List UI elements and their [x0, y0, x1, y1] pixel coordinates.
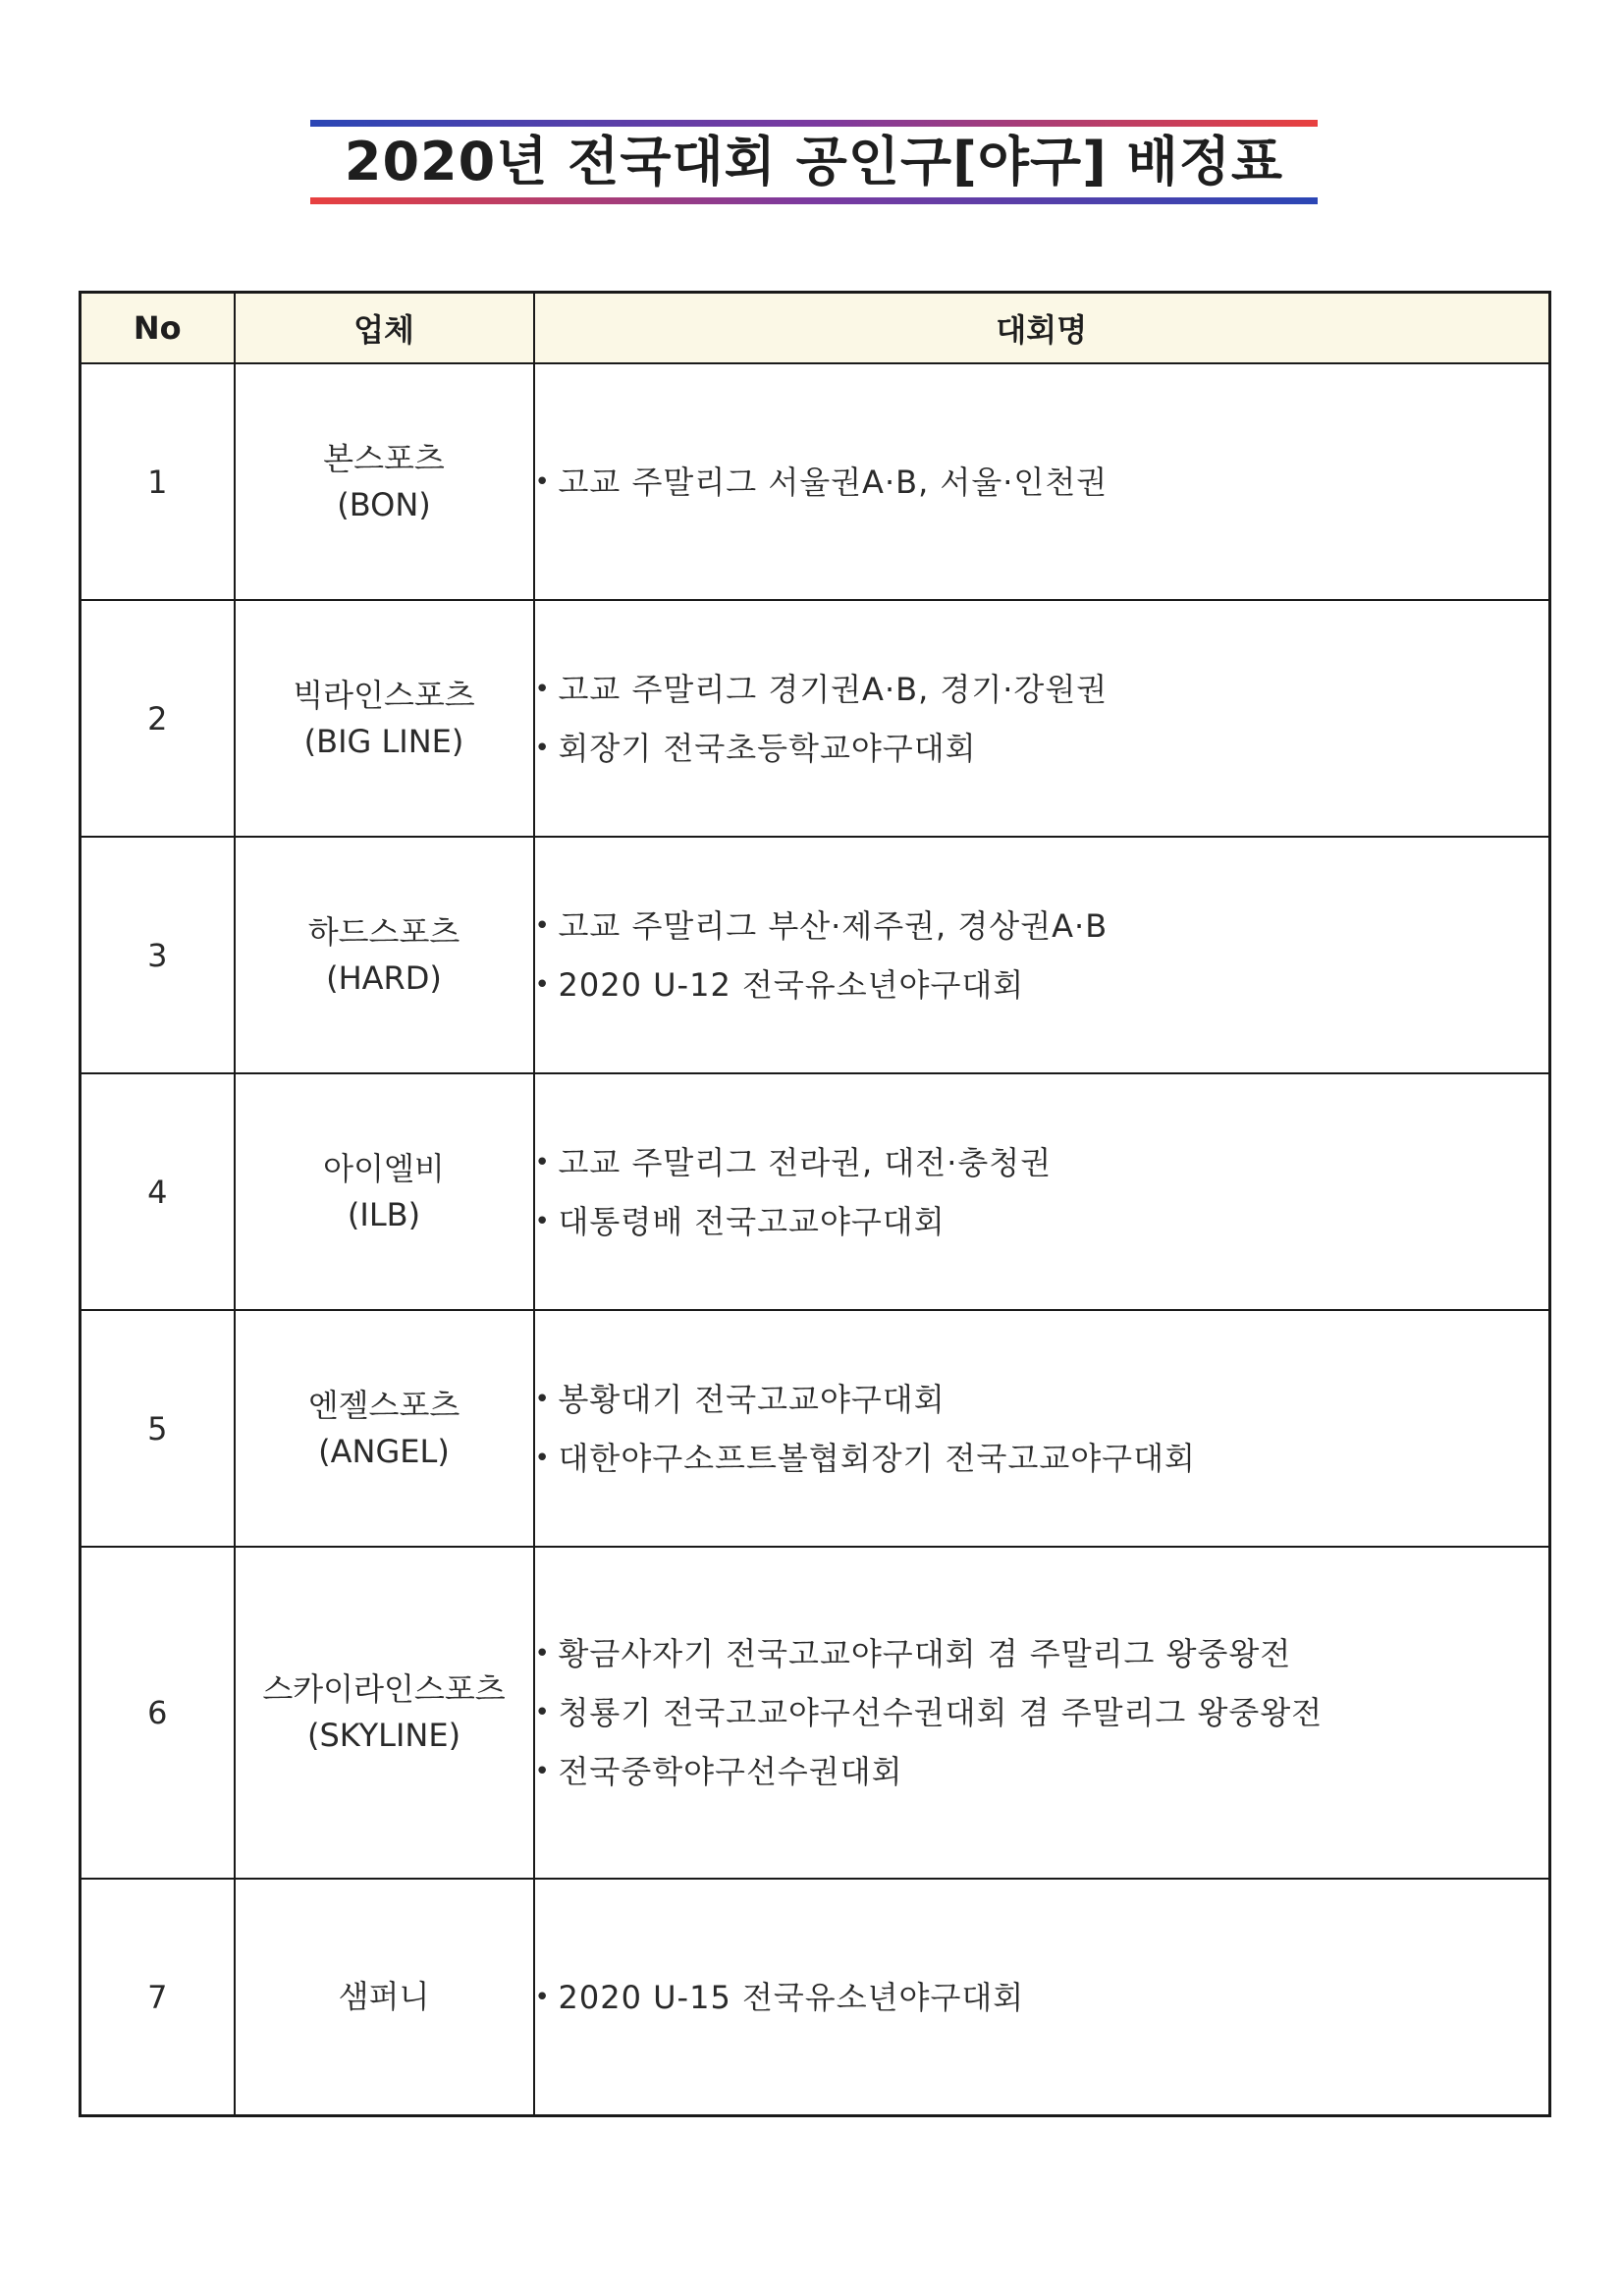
event-name: 대한야구소프트볼협회장기 전국고교야구대회 — [558, 1439, 1196, 1477]
title-top-rule — [310, 120, 1318, 127]
row-number: 4 — [81, 1073, 235, 1310]
event-name: 대통령배 전국고교야구대회 — [558, 1202, 946, 1240]
header-events: 대회명 — [534, 293, 1550, 364]
event-list — [535, 1968, 1549, 2027]
bullet-icon: • — [534, 1443, 551, 1473]
events-cell — [534, 1547, 1550, 1879]
event-name: 고교 주말리그 전라권, 대전·충청권 — [558, 1143, 1053, 1181]
table-row — [81, 1310, 1550, 1547]
events-cell — [534, 1310, 1550, 1547]
event-name: 황금사자기 전국고교야구대회 겸 주말리그 왕중왕전 — [558, 1635, 1292, 1672]
event-item — [535, 1742, 1549, 1801]
company-cell — [235, 837, 534, 1073]
event-name: 고교 주말리그 경기권A·B, 경기·강원권 — [558, 670, 1109, 708]
event-name: 2020 U-15 전국유소년야구대회 — [558, 1978, 1025, 2016]
header-company: 업체 — [235, 293, 534, 364]
company-english-name: (SKYLINE) — [306, 1717, 461, 1754]
event-name: 청룡기 전국고교야구선수권대회 겸 주말리그 왕중왕전 — [558, 1694, 1324, 1731]
table-header-row — [81, 293, 1550, 364]
events-cell — [534, 1073, 1550, 1310]
event-item — [535, 453, 1549, 512]
bullet-icon: • — [534, 1982, 551, 2012]
company-english-name: (HARD) — [326, 958, 442, 997]
event-item — [535, 1624, 1549, 1683]
event-name: 2020 U-12 전국유소년야구대회 — [558, 965, 1025, 1004]
table-row — [81, 363, 1550, 600]
bullet-icon: • — [534, 969, 551, 1000]
event-list — [535, 453, 1549, 512]
company-english-name: (BON) — [337, 485, 431, 523]
event-name: 고교 주말리그 부산·제주권, 경상권A·B — [558, 906, 1109, 945]
table-row — [81, 600, 1550, 837]
event-item — [535, 1133, 1549, 1192]
event-item — [535, 1192, 1549, 1251]
event-item — [535, 1683, 1549, 1742]
company-name: 빅라인스포츠 — [293, 676, 475, 714]
event-list — [535, 1370, 1549, 1488]
table-row — [81, 837, 1550, 1073]
bullet-icon: • — [534, 1147, 551, 1177]
row-number: 7 — [81, 1879, 235, 2116]
event-name: 고교 주말리그 서울권A·B, 서울·인천권 — [558, 463, 1109, 501]
header-no: No — [81, 293, 235, 364]
events-cell — [534, 1879, 1550, 2116]
bullet-icon: • — [534, 733, 551, 763]
company-name: 스카이라인스포츠 — [262, 1670, 506, 1708]
bullet-icon: • — [534, 1384, 551, 1414]
event-list — [535, 1624, 1549, 1801]
event-list — [535, 1133, 1549, 1251]
company-cell — [235, 1073, 534, 1310]
row-number: 1 — [81, 363, 235, 600]
event-item — [535, 897, 1549, 956]
company-name: 엔젤스포츠 — [307, 1386, 460, 1424]
company-cell — [235, 1310, 534, 1547]
bullet-icon: • — [534, 674, 551, 704]
event-item — [535, 1968, 1549, 2027]
event-name: 봉황대기 전국고교야구대회 — [558, 1380, 946, 1418]
bullet-icon: • — [534, 466, 551, 497]
event-item — [535, 1370, 1549, 1429]
events-cell — [534, 363, 1550, 600]
event-name: 회장기 전국초등학교야구대회 — [558, 729, 977, 767]
events-cell — [534, 837, 1550, 1073]
event-item — [535, 956, 1549, 1014]
row-number: 2 — [81, 600, 235, 837]
event-item — [535, 719, 1549, 778]
page-title: 2020년 전국대회 공인구[야구] 배정표 — [344, 131, 1284, 192]
table-row — [81, 1073, 1550, 1310]
row-number: 5 — [81, 1310, 235, 1547]
assignment-table — [79, 291, 1551, 2117]
company-name: 아이엘비 — [323, 1149, 445, 1187]
company-name: 샘퍼니 — [338, 1978, 430, 2015]
bullet-icon: • — [534, 1206, 551, 1236]
bullet-icon: • — [534, 910, 551, 941]
company-english-name: (BIG LINE) — [303, 722, 464, 760]
company-english-name: (ILB) — [347, 1195, 421, 1233]
events-cell — [534, 600, 1550, 837]
table-row — [81, 1879, 1550, 2116]
company-name: 하드스포츠 — [307, 912, 460, 951]
title-block — [310, 120, 1318, 204]
row-number: 6 — [81, 1547, 235, 1879]
table-row — [81, 1547, 1550, 1879]
event-list — [535, 660, 1549, 778]
bullet-icon: • — [534, 1639, 551, 1668]
company-cell — [235, 1547, 534, 1879]
company-cell — [235, 363, 534, 600]
company-name: 본스포츠 — [323, 439, 445, 477]
event-list — [535, 897, 1549, 1014]
row-number: 3 — [81, 837, 235, 1073]
company-cell — [235, 600, 534, 837]
bullet-icon: • — [534, 1757, 551, 1786]
company-english-name: (ANGEL) — [318, 1432, 450, 1470]
company-cell — [235, 1879, 534, 2116]
event-name: 전국중학야구선수권대회 — [558, 1753, 903, 1790]
bullet-icon: • — [534, 1698, 551, 1727]
title-bottom-rule — [310, 197, 1318, 204]
event-item — [535, 1429, 1549, 1488]
event-item — [535, 660, 1549, 719]
